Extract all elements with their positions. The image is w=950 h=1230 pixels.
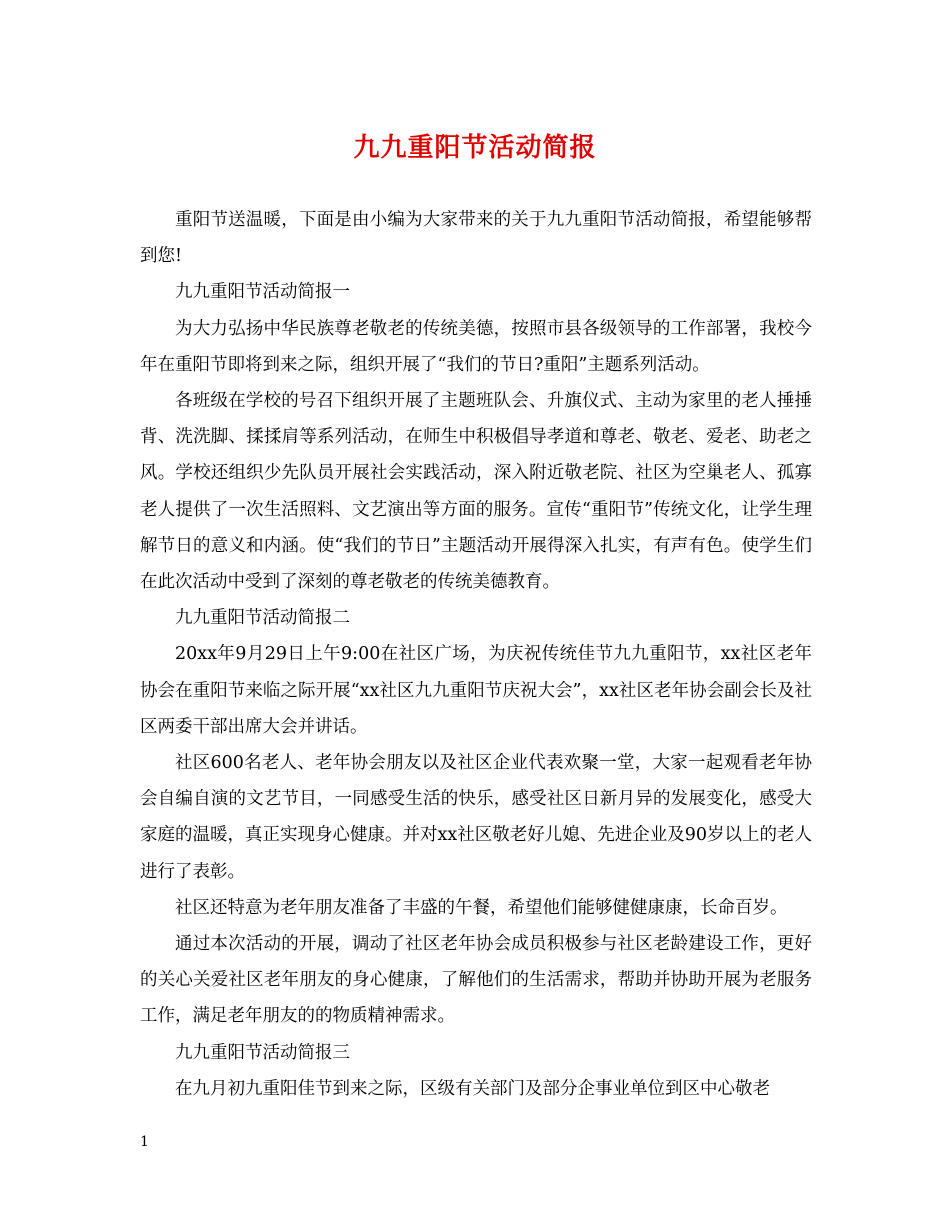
paragraph: 各班级在学校的号召下组织开展了主题班队会、升旗仪式、主动为家里的老人捶捶背、洗洗脚、揉揉肩等系列活动，在师生中积极倡导孝道和尊老、敬老、爱老、助老之风。学校还组织少先队员开展社会实践活动，深入附近敬老院、社区为空巢老人、孤寡老人提供了一次生活照料、文艺演出等方面的服务。宣传“重阳节”传统文化，让学生理解节日的意义和内涵。使“我们的节日”主题活动开展得深入扎实，有声有色。使学生们在此次活动中受到了深刻的尊老敬老的传统美德教育。 bbox=[140, 391, 812, 593]
section-heading-2: 九九重阳节活动简报二 bbox=[175, 608, 350, 629]
paragraph-intro: 重阳节送温暖，下面是由小编为大家带来的关于九九重阳节活动简报，希望能够帮到您! bbox=[140, 210, 812, 267]
paragraph: 社区还特意为老年朋友准备了丰盛的午餐，希望他们能够健健康康，长命百岁。 bbox=[175, 897, 788, 918]
page-number: 1 bbox=[140, 1134, 149, 1150]
paragraph: 20xx年9月29日上午9:00在社区广场，为庆祝传统佳节九九重阳节，xx社区老年协会在重阳节来临之际开展“xx社区九九重阳节庆祝大会”，xx社区老年协会副会长及社区两委干部出席大会并讲话。 bbox=[140, 644, 812, 737]
paragraph: 社区600名老人、老年协会朋友以及社区企业代表欢聚一堂，大家一起观看老年协会自编自演的文艺节目，一同感受生活的快乐，感受社区日新月异的发展变化，感受大家庭的温暖，真正实现身心健康。并对xx社区敬老好儿媳、先进企业及90岁以上的老人进行了表彰。 bbox=[140, 753, 813, 882]
document-title: 九九重阳节活动简报 bbox=[353, 133, 597, 163]
paragraph: 通过本次活动的开展，调动了社区老年协会成员积极参与社区老龄建设工作，更好的关心关爱社区老年朋友的身心健康，了解他们的生活需求，帮助并协助开展为老服务工作，满足老年朋友的的物质精神需求。 bbox=[140, 934, 812, 1027]
paragraph: 在九月初九重阳佳节到来之际，区级有关部门及部分企事业单位到区中心敬老 bbox=[175, 1078, 770, 1099]
section-heading-3: 九九重阳节活动简报三 bbox=[175, 1042, 350, 1063]
section-heading-1: 九九重阳节活动简报一 bbox=[175, 282, 350, 303]
document-body bbox=[140, 202, 812, 1107]
paragraph: 为大力弘扬中华民族尊老敬老的传统美德，按照市县各级领导的工作部署，我校今年在重阳节即将到来之际，组织开展了“我们的节日?重阳”主题系列活动。 bbox=[140, 318, 812, 375]
